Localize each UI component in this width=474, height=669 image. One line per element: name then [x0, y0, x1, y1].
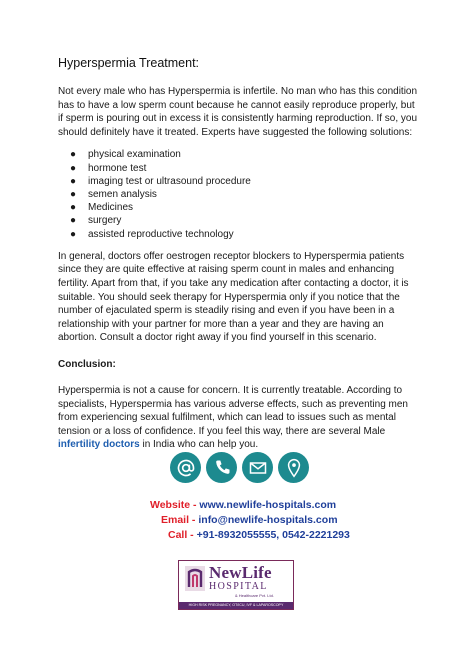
contact-icons: [170, 452, 309, 483]
article-body: [58, 56, 418, 452]
list-item: ● semen analysis: [70, 188, 157, 200]
treatment-paragraph: In general, doctors offer oestrogen receptor blockers to Hyperspermia patients since they are quite effective at raising sperm count in males and enhancing fertility. Apart from that, if you take any medication after contacting a doctor, it is suitable. You should seek therapy for Hyperspermia only if you notice that the number of ejaculated sperm is steadily rising and even if you have been in a relationship with your partner for more than a year and they are having an abortion. Consult a doctor right away if you find yourself in this scenario.: [58, 250, 409, 344]
mail-icon[interactable]: [242, 452, 273, 483]
bullet-icon: ●: [70, 162, 77, 174]
phone-numbers[interactable]: +91-8932055555, 0542-2221293: [196, 529, 350, 541]
logo-name: NewLife: [209, 563, 272, 582]
bullet-icon: ●: [70, 215, 77, 227]
website-line: Website - www.newlife-hospitals.com: [150, 499, 337, 511]
list-item: ● physical examination: [70, 149, 181, 161]
call-line: Call - +91-8932055555, 0542-2221293: [168, 529, 350, 541]
website-link[interactable]: www.newlife-hospitals.com: [199, 499, 337, 511]
list-item: ● imaging test or ultrasound procedure: [70, 175, 251, 187]
logo-hospital: HOSPITAL: [209, 581, 268, 592]
bullet-icon: ●: [70, 202, 77, 214]
list-item: ● surgery: [70, 215, 122, 227]
bullet-icon: ●: [70, 188, 77, 200]
bullet-icon: ●: [70, 228, 77, 240]
conclusion-paragraph: Hyperspermia is not a cause for concern. It is currently treatable. According to specialists, Hyperspermia has various adverse effects, such as preventing men from experiencing sexual fulfilment, which can lead to issues such as mental tension or a loss of confidence. If you feel this way, there are several Male infertility doctors in India who can help you.: [58, 384, 408, 451]
phone-icon[interactable]: [206, 452, 237, 483]
email-link[interactable]: info@newlife-hospitals.com: [198, 514, 338, 526]
solutions-list: [58, 148, 418, 240]
conclusion-heading: Conclusion:: [58, 358, 116, 370]
list-item: ● hormone test: [70, 162, 147, 174]
logo-band: HIGH RISK PREGNANCY, OT/ICU, IVF & LAPAROSCOPY: [179, 602, 293, 609]
email-line: Email - info@newlife-hospitals.com: [161, 514, 338, 526]
intro-paragraph: Not every male who has Hyperspermia is infertile. No man who has this condition has to have a low sperm count because he cannot easily reproduce properly, but if sperm is pouring out in excess it is consistently harming reproduction. If so, you should definitely have it treated. Experts have suggested the following solutions:: [58, 86, 418, 138]
list-item: ● Medicines: [70, 202, 134, 214]
section-heading: Hyperspermia Treatment:: [58, 56, 200, 70]
logo-subtitle: & Healthcare Pvt. Ltd.: [235, 593, 274, 598]
at-icon[interactable]: [170, 452, 201, 483]
location-icon[interactable]: [278, 452, 309, 483]
bullet-icon: ●: [70, 175, 77, 187]
logo-mark-icon: [185, 566, 205, 591]
list-item: ● assisted reproductive technology: [70, 228, 234, 240]
hospital-logo: [178, 560, 294, 610]
infertility-doctors-link[interactable]: infertility doctors: [58, 439, 140, 451]
bullet-icon: ●: [70, 149, 77, 161]
